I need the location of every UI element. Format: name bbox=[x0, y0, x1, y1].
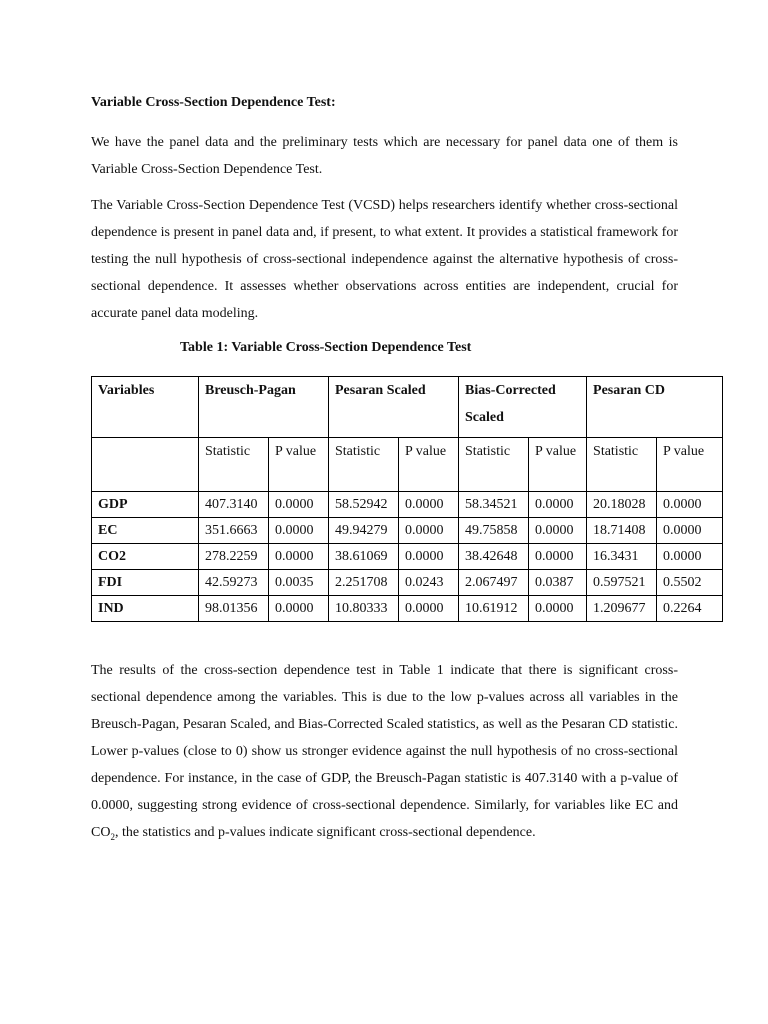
results-section bbox=[91, 657, 678, 846]
vcsd-description-paragraph: The Variable Cross-Section Dependence Test (VCSD) helps researchers identify whether cross-sectional dependence is present in panel data and, if present, to what extent. It provides a statistical framework for testing the null hypothesis of cross-sectional independence against the alternative hypothesis of cross-sectional dependence. It assesses whether observations across entities are independent, crucial for accurate panel data modeling. bbox=[91, 198, 678, 321]
row-label: CO2 bbox=[92, 544, 199, 570]
table-cell: 38.42648 bbox=[459, 544, 529, 570]
row-label: GDP bbox=[92, 492, 199, 518]
table-row bbox=[92, 518, 723, 544]
table-cell: 0.5502 bbox=[657, 570, 723, 596]
table-cell: 0.0000 bbox=[269, 518, 329, 544]
results-text-part2: , the statistics and p-values indicate significant cross-sectional dependence. bbox=[114, 825, 536, 840]
table-row bbox=[92, 570, 723, 596]
table-cell: 2.251708 bbox=[329, 570, 399, 596]
table-cell: 0.0000 bbox=[269, 596, 329, 622]
table-cell: 0.0035 bbox=[269, 570, 329, 596]
table-cell: 0.0000 bbox=[269, 544, 329, 570]
table-cell: 98.01356 bbox=[199, 596, 269, 622]
table-caption: Table 1: Variable Cross-Section Dependence Test bbox=[180, 340, 472, 355]
table-cell: 0.0000 bbox=[657, 518, 723, 544]
subheader-row bbox=[92, 438, 723, 492]
group-header-bias-corrected: Bias-Corrected Scaled bbox=[459, 377, 587, 438]
subheader-cell: Statistic bbox=[199, 438, 269, 492]
table-cell: 278.2259 bbox=[199, 544, 269, 570]
table-cell: 0.0000 bbox=[399, 544, 459, 570]
table-cell: 10.80333 bbox=[329, 596, 399, 622]
row-label: FDI bbox=[92, 570, 199, 596]
table-cell: 38.61069 bbox=[329, 544, 399, 570]
table-cell: 20.18028 bbox=[587, 492, 657, 518]
dependence-test-table bbox=[91, 376, 723, 622]
table-cell: 0.0000 bbox=[529, 544, 587, 570]
subheader-cell: P value bbox=[399, 438, 459, 492]
table-cell: 0.0000 bbox=[399, 518, 459, 544]
table-cell: 42.59273 bbox=[199, 570, 269, 596]
document-body bbox=[91, 90, 678, 372]
row-label: EC bbox=[92, 518, 199, 544]
table-cell: 0.0000 bbox=[399, 596, 459, 622]
subheader-cell: P value bbox=[657, 438, 723, 492]
table-cell: 0.0000 bbox=[269, 492, 329, 518]
table-cell: 0.0000 bbox=[529, 596, 587, 622]
table-cell: 0.0387 bbox=[529, 570, 587, 596]
group-header-pesaran-cd: Pesaran CD bbox=[587, 377, 723, 438]
table-cell: 58.52942 bbox=[329, 492, 399, 518]
table-cell: 0.597521 bbox=[587, 570, 657, 596]
subheader-cell: Statistic bbox=[459, 438, 529, 492]
results-paragraph bbox=[91, 657, 678, 846]
results-text-part1: The results of the cross-section dependence test in Table 1 indicate that there is significant cross-sectional dependence among the variables. This is due to the low p-values across all variables in the Breusch-Pagan, Pesaran Scaled, and Bias-Corrected Scaled statistics, as well as the Pesaran CD statistic. Lower p-values (close to 0) show us stronger evidence against the null hypothesis of no cross-sectional dependence. For instance, in the case of GDP, the Breusch-Pagan statistic is 407.3140 with a p-value of 0.0000, suggesting strong evidence of cross-sectional dependence. Similarly, for variables like EC and CO bbox=[91, 663, 678, 840]
subheader-cell: Statistic bbox=[329, 438, 399, 492]
table-cell: 18.71408 bbox=[587, 518, 657, 544]
group-header-pesaran-scaled: Pesaran Scaled bbox=[329, 377, 459, 438]
variables-header: Variables bbox=[92, 377, 199, 438]
table-cell: 0.0000 bbox=[529, 492, 587, 518]
table-cell: 1.209677 bbox=[587, 596, 657, 622]
table-cell: 10.61912 bbox=[459, 596, 529, 622]
table-row bbox=[92, 492, 723, 518]
subscript-2: 2 bbox=[110, 831, 115, 842]
group-header-breusch-pagan: Breusch-Pagan bbox=[199, 377, 329, 438]
table-cell: 58.34521 bbox=[459, 492, 529, 518]
table-cell: 49.75858 bbox=[459, 518, 529, 544]
table-cell: 0.0000 bbox=[399, 492, 459, 518]
table-cell: 16.3431 bbox=[587, 544, 657, 570]
table-cell: 0.2264 bbox=[657, 596, 723, 622]
section-heading: Variable Cross-Section Dependence Test: bbox=[91, 95, 336, 110]
subheader-cell: P value bbox=[529, 438, 587, 492]
subheader-empty bbox=[92, 438, 199, 492]
table-cell: 407.3140 bbox=[199, 492, 269, 518]
table-cell: 0.0000 bbox=[529, 518, 587, 544]
subheader-cell: Statistic bbox=[587, 438, 657, 492]
table-cell: 0.0000 bbox=[657, 492, 723, 518]
table-cell: 0.0243 bbox=[399, 570, 459, 596]
table-row bbox=[92, 544, 723, 570]
table-row bbox=[92, 596, 723, 622]
intro-paragraph: We have the panel data and the preliminary tests which are necessary for panel data one of them is Variable Cross-Section Dependence Test. bbox=[91, 135, 678, 177]
table-cell: 0.0000 bbox=[657, 544, 723, 570]
row-label: IND bbox=[92, 596, 199, 622]
table-cell: 351.6663 bbox=[199, 518, 269, 544]
table-cell: 2.067497 bbox=[459, 570, 529, 596]
group-header-row bbox=[92, 377, 723, 438]
table-cell: 49.94279 bbox=[329, 518, 399, 544]
subheader-cell: P value bbox=[269, 438, 329, 492]
